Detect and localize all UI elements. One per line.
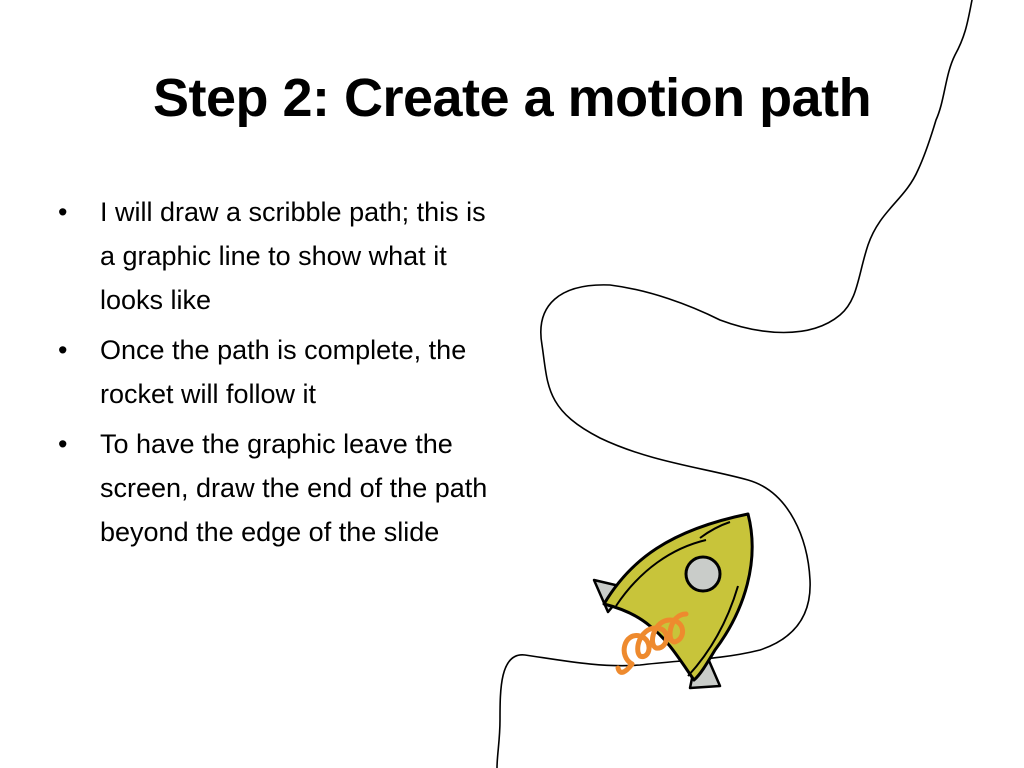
bullet-item: [58, 190, 498, 322]
bullet-dot-icon: •: [58, 335, 68, 365]
bullet-item: [58, 328, 498, 416]
bullet-text: To have the graphic leave the screen, draw the end of the path beyond the edge of the slide: [100, 429, 488, 547]
bullet-list: [58, 190, 498, 560]
bullet-item: [58, 422, 498, 554]
bullet-dot-icon: •: [58, 197, 68, 227]
bullet-dot-icon: •: [58, 429, 68, 459]
slide-title: Step 2: Create a motion path: [152, 68, 872, 128]
bullet-text: I will draw a scribble path; this is a graphic line to show what it looks like: [100, 197, 486, 315]
rocket-window: [686, 557, 720, 591]
bullet-text: Once the path is complete, the rocket will follow it: [100, 335, 467, 409]
